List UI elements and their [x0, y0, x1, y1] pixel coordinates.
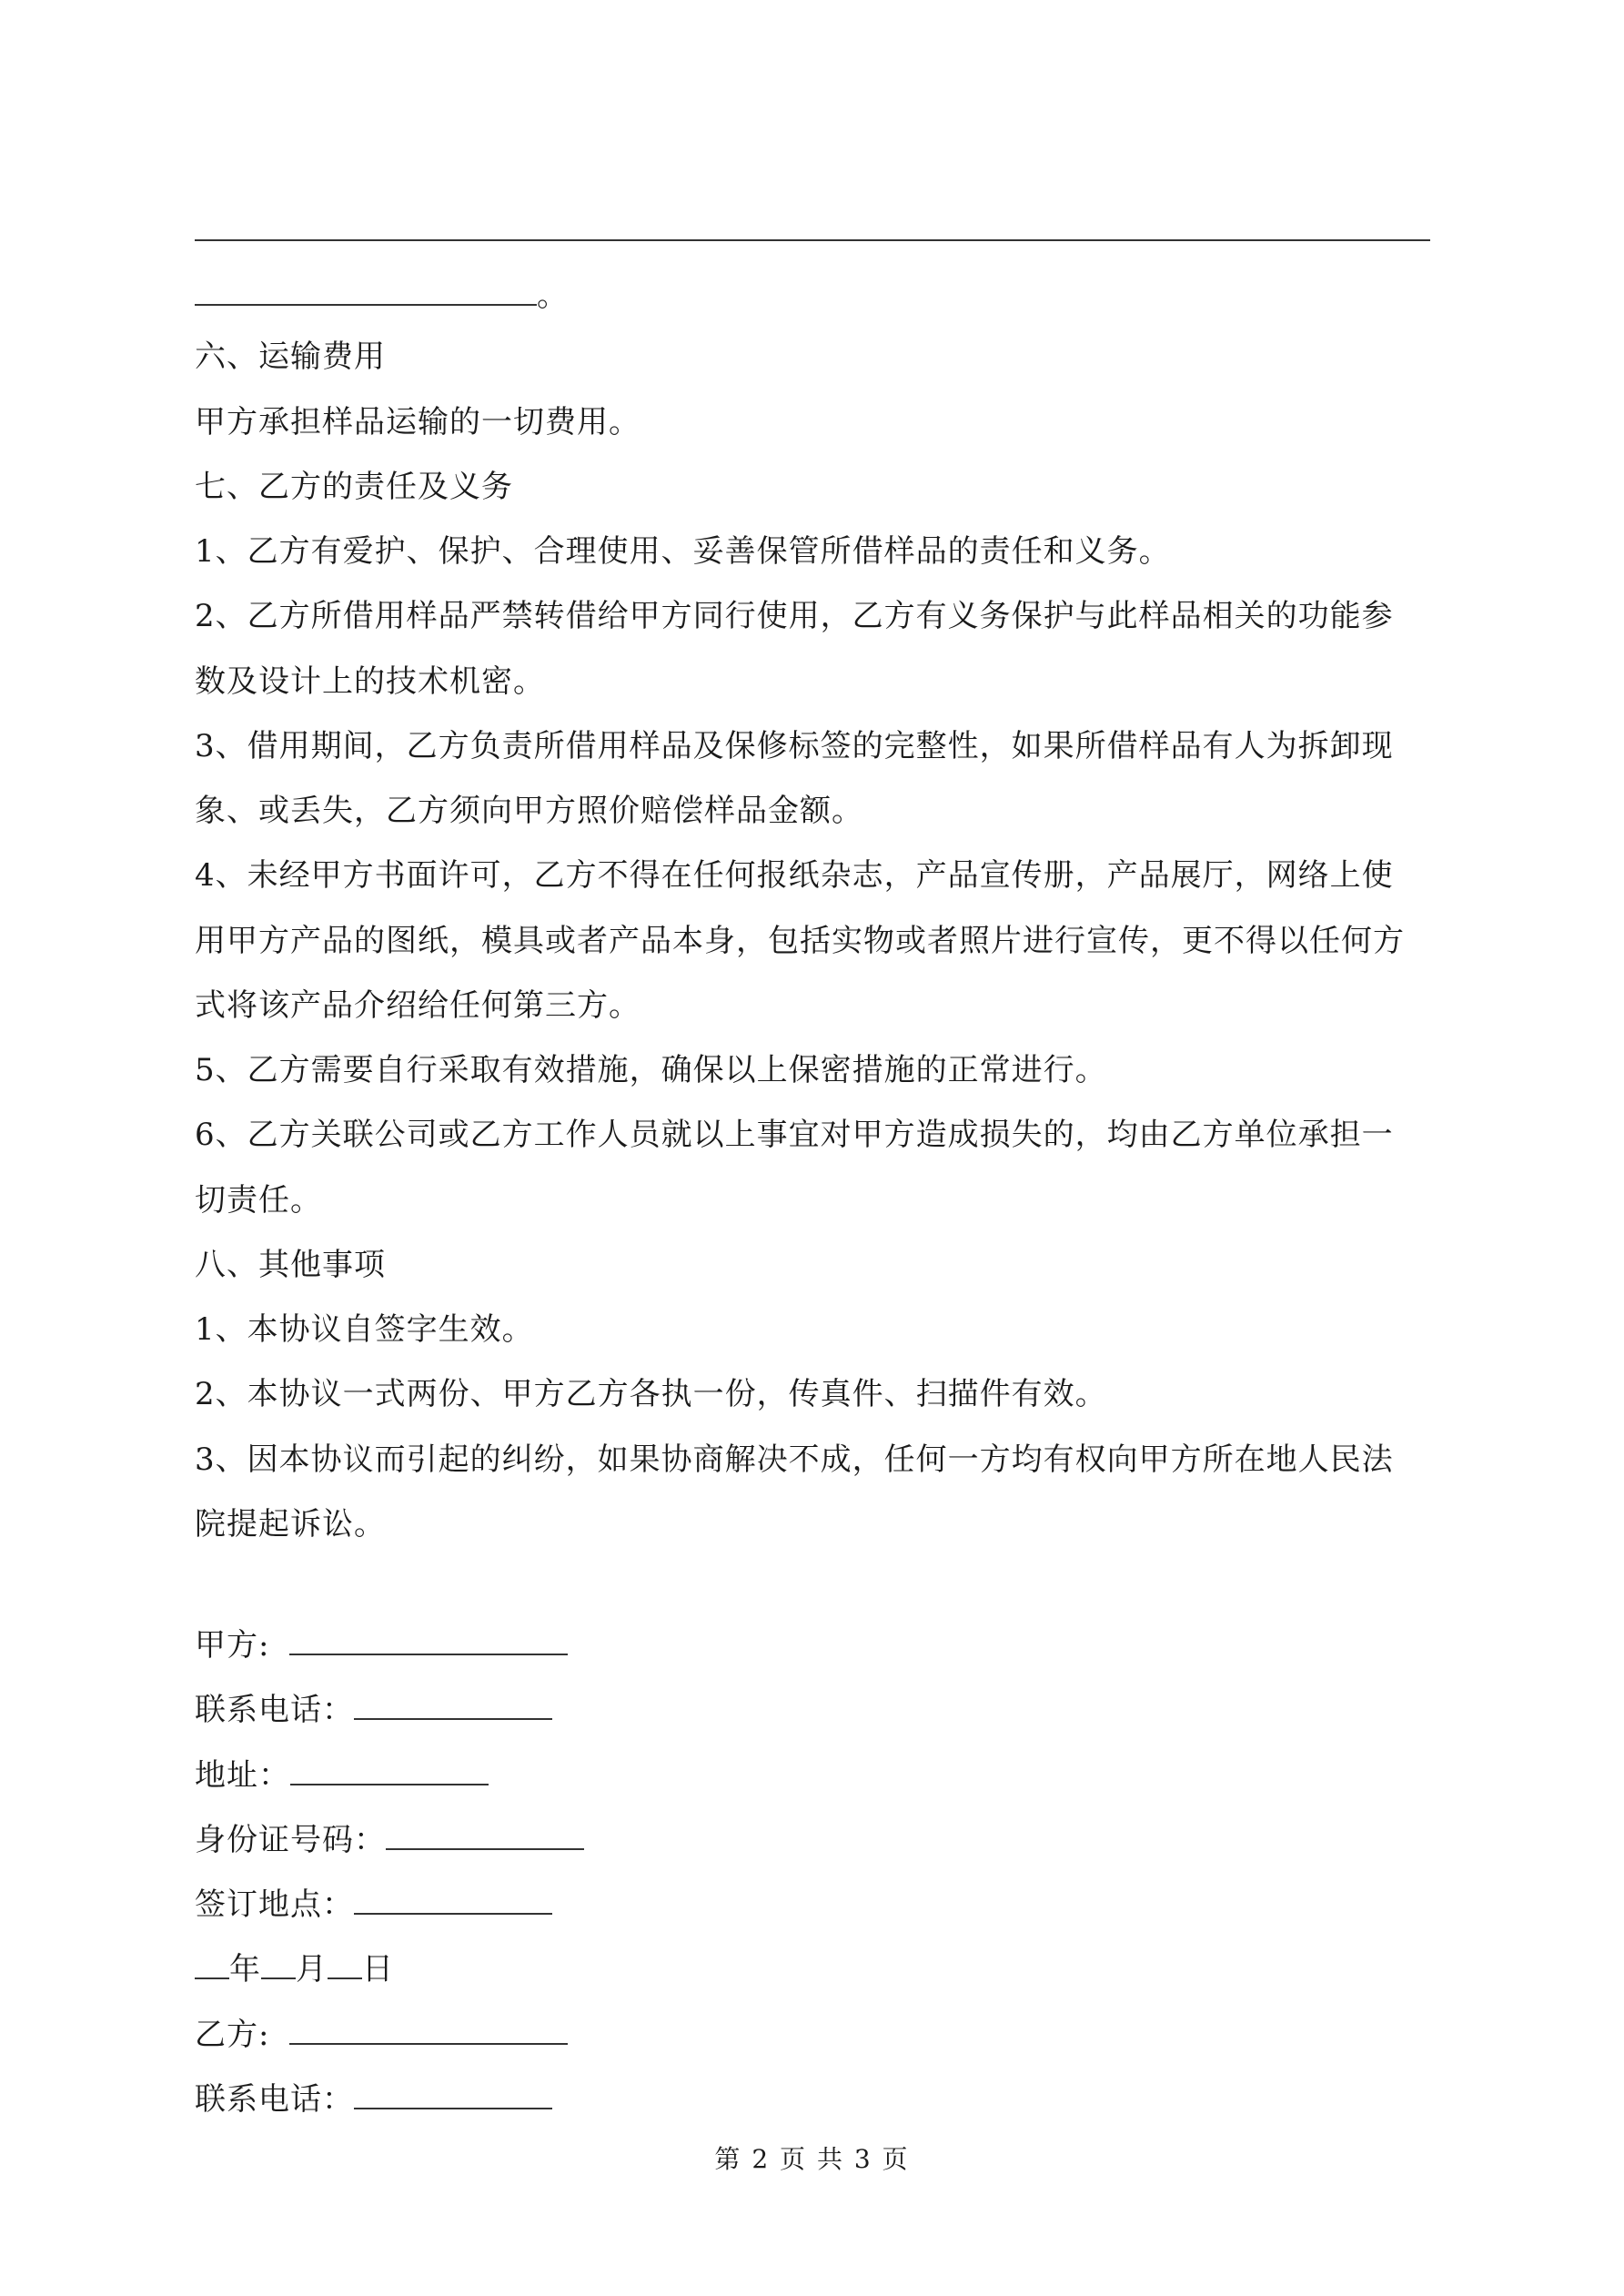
phone-b-blank: [354, 2077, 552, 2109]
section-7-item-6-line-1: 6、乙方关联公司或乙方工作人员就以上事宜对甲方造成损失的，均由乙方单位承担一: [195, 1117, 1394, 1153]
section-6-body: 甲方承担样品运输的一切费用。: [195, 404, 641, 440]
section-8-item-3-line-1: 3、因本协议而引起的纠纷，如果协商解决不成，任何一方均有权向甲方所在地人民法: [195, 1441, 1394, 1478]
address-row: [195, 1753, 489, 1794]
address-label: 地址：: [195, 1757, 290, 1794]
phone-b-label: 联系电话：: [195, 2081, 354, 2118]
day-label: 日: [362, 1951, 394, 1988]
sign-place-label: 签订地点：: [195, 1886, 354, 1923]
party-b-row: [195, 2012, 568, 2053]
section-7-item-2-line-2: 数及设计上的技术机密。: [195, 663, 545, 700]
party-b-label: 乙方:: [195, 2017, 270, 2053]
sign-place-row: [195, 1882, 552, 1923]
phone-a-blank: [354, 1687, 552, 1720]
date-row: [195, 1947, 394, 1988]
section-7-item-2-line-1: 2、乙方所借用样品严禁转借给甲方同行使用，乙方有义务保护与此样品相关的功能参: [195, 598, 1394, 634]
fill-in-blank: [195, 273, 537, 306]
id-number-blank: [386, 1817, 584, 1850]
party-b-blank: [289, 2012, 568, 2045]
section-8-item-2: 2、本协议一式两份、甲方乙方各执一份，传真件、扫描件有效。: [195, 1376, 1107, 1412]
section-8-item-3-line-2: 院提起诉讼。: [195, 1506, 386, 1542]
month-blank: [261, 1947, 296, 1979]
phone-b-row: [195, 2077, 552, 2118]
section-7-item-3-line-2: 象、或丢失，乙方须向甲方照价赔偿样品金额。: [195, 793, 863, 829]
day-blank: [328, 1947, 362, 1979]
section-7-item-1: 1、乙方有爱护、保护、合理使用、妥善保管所借样品的责任和义务。: [195, 533, 1171, 570]
year-label: 年: [229, 1951, 261, 1988]
section-7-item-6-line-2: 切责任。: [195, 1182, 322, 1219]
party-a-blank: [289, 1623, 568, 1655]
page-number: 第 2 页 共 3 页: [714, 2144, 910, 2174]
section-7-item-4-line-2: 用甲方产品的图纸，模具或者产品本身，包括实物或者照片进行宣传，更不得以任何方: [195, 923, 1405, 959]
section-8-item-1: 1、本协议自签字生效。: [195, 1311, 534, 1348]
address-blank: [290, 1753, 489, 1785]
id-number-label: 身份证号码：: [195, 1822, 386, 1858]
phone-a-label: 联系电话：: [195, 1692, 354, 1728]
id-number-row: [195, 1817, 584, 1858]
party-a-row: [195, 1623, 568, 1664]
fill-in-line: [195, 239, 1430, 241]
section-7-item-5: 5、乙方需要自行采取有效措施，确保以上保密措施的正常进行。: [195, 1052, 1107, 1088]
section-8-heading: 八、其他事项: [195, 1247, 386, 1283]
section-7-item-3-line-1: 3、借用期间，乙方负责所借用样品及保修标签的完整性，如果所借样品有人为拆卸现: [195, 728, 1394, 764]
party-a-label: 甲方:: [195, 1627, 270, 1664]
section-6-heading: 六、运输费用: [195, 339, 386, 375]
section-7-item-4-line-1: 4、未经甲方书面许可，乙方不得在任何报纸杂志，产品宣传册，产品展厅，网络上使: [195, 857, 1394, 894]
section-7-item-4-line-3: 式将该产品介绍给任何第三方。: [195, 987, 641, 1024]
month-label: 月: [296, 1951, 328, 1988]
section-7-heading: 七、乙方的责任及义务: [195, 469, 513, 505]
phone-a-row: [195, 1687, 552, 1728]
sign-place-blank: [354, 1882, 552, 1915]
year-blank: [195, 1947, 229, 1979]
fill-in-line-end: [195, 273, 569, 314]
fill-end-mark: 。: [537, 278, 569, 314]
